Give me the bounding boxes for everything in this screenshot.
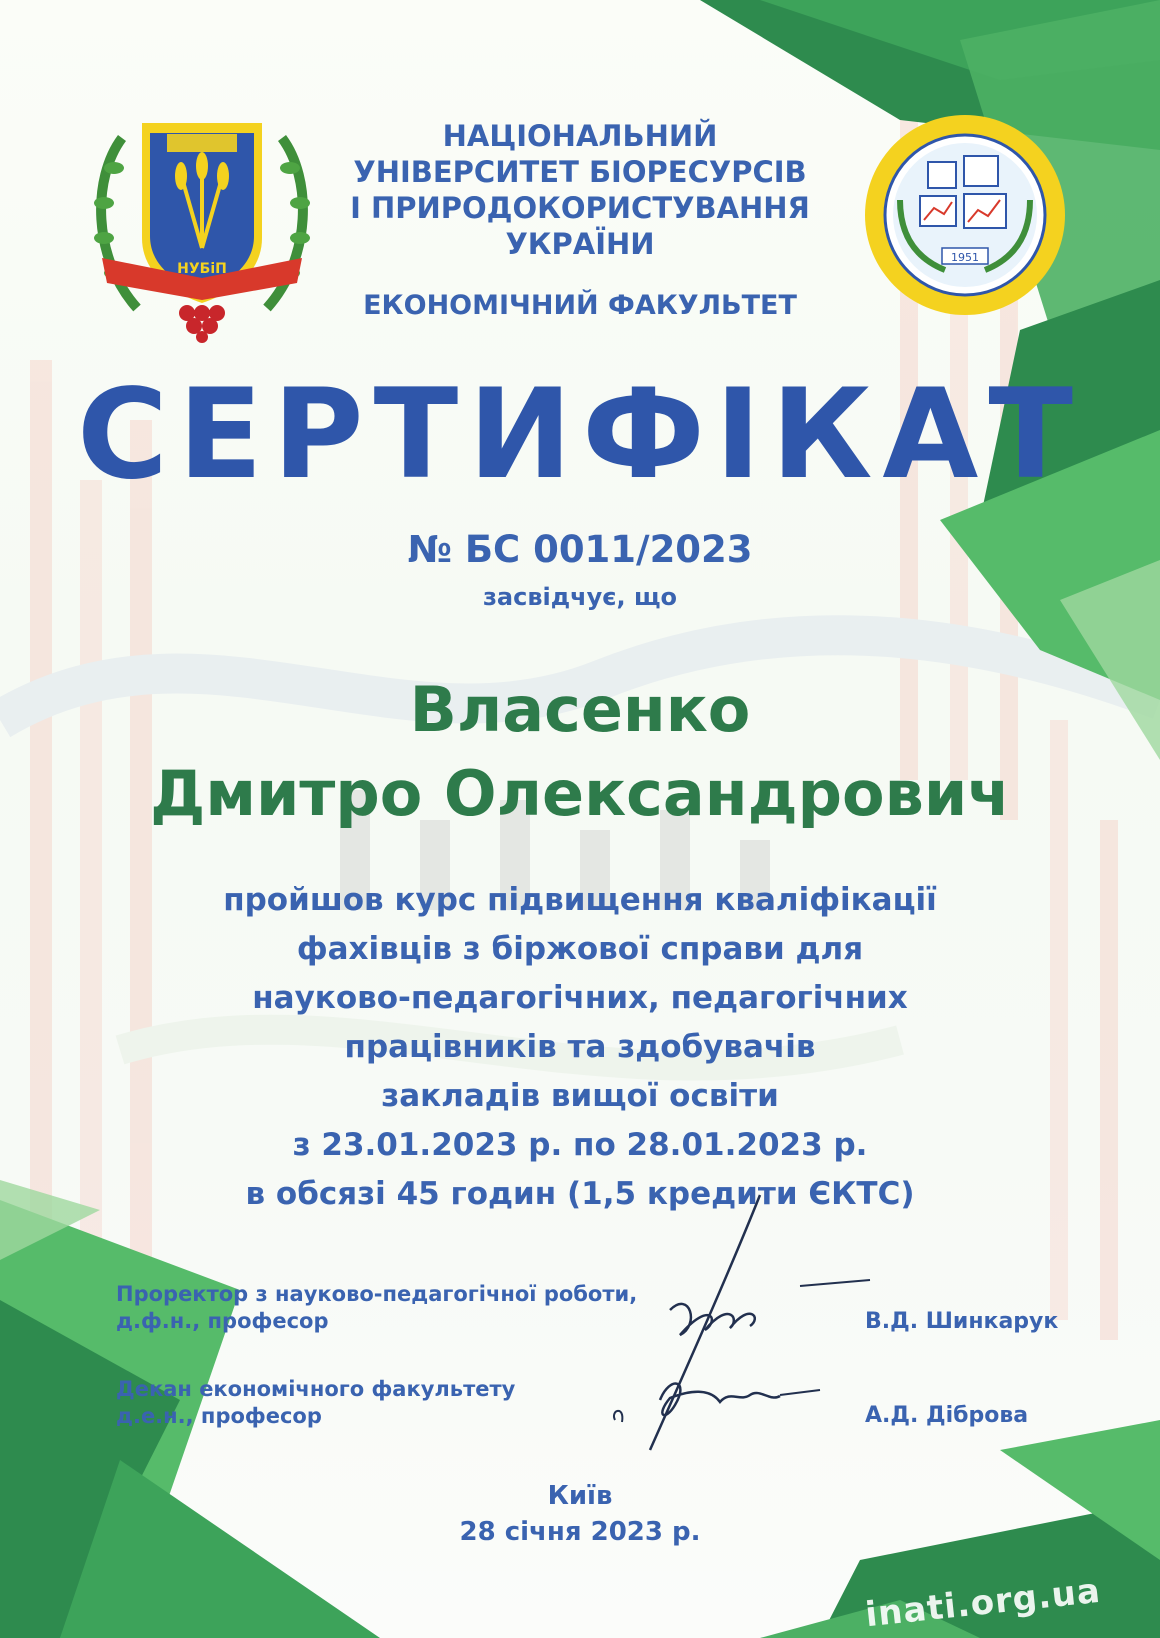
body-line: працівників та здобувачів <box>344 1029 816 1065</box>
role-line: Декан економічного факультету <box>116 1377 516 1401</box>
recipient-given-names: Дмитро Олександрович <box>150 757 1010 830</box>
recipient-surname: Власенко <box>409 673 751 746</box>
university-name-line: УНІВЕРСИТЕТ БІОРЕСУРСІВ <box>353 155 807 189</box>
university-name-line: НАЦІОНАЛЬНИЙ <box>442 119 718 153</box>
body-line: науково-педагогічних, педагогічних <box>252 980 908 1016</box>
svg-text:1951: 1951 <box>951 251 979 264</box>
issue-city: Київ <box>547 1481 613 1511</box>
svg-text:НУБіП: НУБіП <box>177 261 227 277</box>
issue-date: 28 січня 2023 р. <box>459 1517 701 1547</box>
certificate-body <box>0 876 1160 1219</box>
university-name-line: УКРАЇНИ <box>505 227 655 261</box>
certificate-number: № БС 0011/2023 <box>407 528 753 571</box>
handwritten-signatures <box>590 1190 910 1460</box>
body-line: пройшов курс підвищення кваліфікації <box>223 882 937 918</box>
recipient-name <box>0 668 1160 836</box>
signatory-role-dean <box>116 1376 515 1430</box>
body-line: закладів вищої освіти <box>381 1078 779 1114</box>
role-line: Проректор з науково-педагогічної роботи, <box>116 1282 638 1306</box>
faculty-name: ЕКОНОМІЧНИЙ ФАКУЛЬТЕТ <box>363 290 797 321</box>
issue-place-date <box>0 1478 1160 1550</box>
certificate-title: СЕРТИФІКАТ <box>77 363 1083 507</box>
university-name-line: І ПРИРОДОКОРИСТУВАННЯ <box>350 191 810 225</box>
signatory-name-vice-rector: В.Д. Шинкарук <box>865 1309 1059 1334</box>
body-line: з 23.01.2023 р. по 28.01.2023 р. <box>292 1127 868 1163</box>
body-line: в обсязі 45 годин (1,5 кредити ЄКТС) <box>245 1176 915 1212</box>
body-line: фахівців з біржової справи для <box>296 931 864 967</box>
role-line: д.е.н., професор <box>116 1404 322 1428</box>
signatory-role-vice-rector <box>116 1281 637 1335</box>
attests-text: засвідчує, що <box>482 583 677 611</box>
university-name <box>230 118 930 262</box>
role-line: д.ф.н., професор <box>116 1309 329 1333</box>
site-watermark: inati.org.ua <box>863 1570 1103 1636</box>
signatory-name-dean: А.Д. Діброва <box>865 1403 1029 1428</box>
